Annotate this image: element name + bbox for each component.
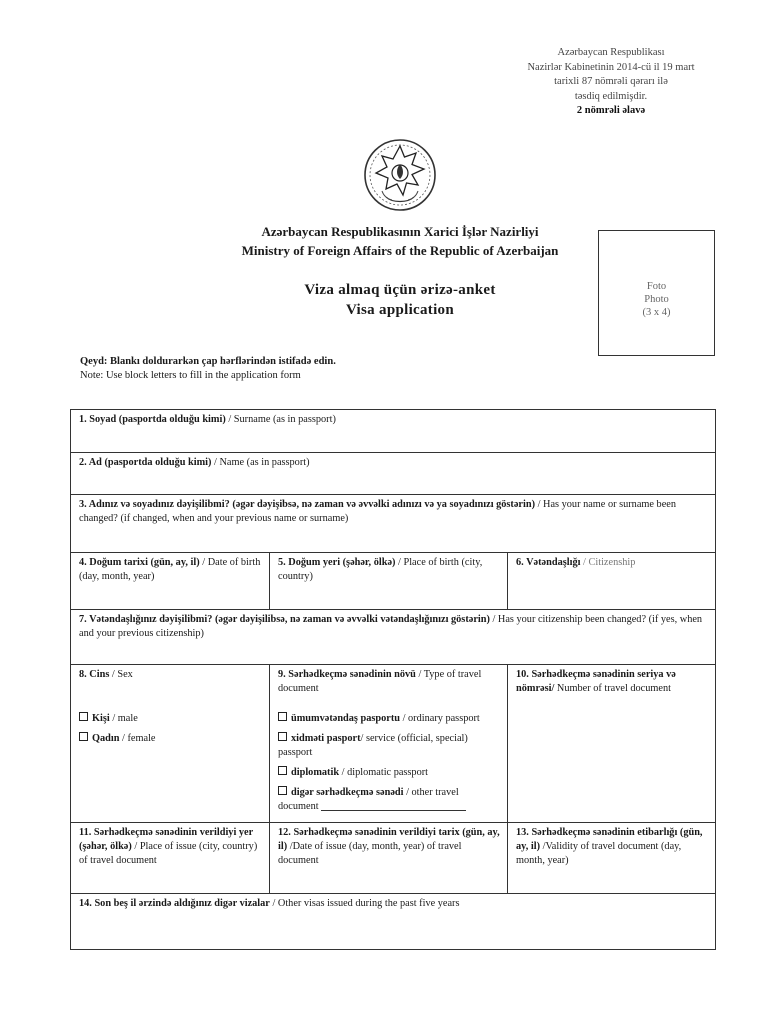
- document-type-field: [269, 665, 507, 822]
- date-of-issue-label-en: /Date of issue (day, month, year) of travel document: [278, 841, 462, 866]
- surname-label-en: / Surname (as in passport): [225, 414, 336, 425]
- document-service-label-az: xidməti pasport: [291, 733, 361, 744]
- document-number-field[interactable]: [507, 665, 715, 822]
- document-service-label-en: / service (official, special) passport: [278, 733, 468, 758]
- citizenship-label-az: 6. Vətəndaşlığı: [516, 557, 581, 568]
- date-of-birth-label-az: 4. Doğum tarixi (gün, ay, il): [79, 557, 200, 568]
- document-type-label-az: 9. Sərhədkeçmə sənədinin növü: [278, 669, 416, 680]
- name-change-label-en: / Has your name or surname been changed? (if changed, when and your previous name or surname): [79, 499, 676, 524]
- document-ordinary-label-az: ümumvətəndaş pasportu: [291, 713, 400, 724]
- citizenship-field[interactable]: [507, 553, 715, 609]
- citizenship-change-field[interactable]: [71, 610, 715, 664]
- checkbox-icon[interactable]: [278, 766, 287, 775]
- sex-option-male[interactable]: [79, 712, 269, 726]
- form-title-en: Visa application: [345, 302, 454, 318]
- document-other-label-en: / other travel document: [278, 787, 459, 812]
- document-number-label-en: Number of travel document: [554, 683, 671, 694]
- photo-size: (3 x 4): [642, 307, 671, 318]
- field-row-document: [70, 664, 716, 822]
- place-of-issue-field[interactable]: [71, 823, 269, 893]
- name-change-label-az: 3. Adınız və soyadınız dəyişilibmi? (əgər dəyişibsə, nə zaman və əvvəlki adınızı və ya soyadınızı göstərin): [79, 499, 536, 510]
- checkbox-icon[interactable]: [79, 732, 88, 741]
- form-title-az: Viza almaq üçün ərizə-anket: [304, 282, 496, 298]
- document-option-diplomatic[interactable]: [278, 766, 501, 780]
- name-field[interactable]: [71, 453, 715, 494]
- decree-line-4: təsdiq edilmişdir.: [574, 90, 648, 102]
- validity-label-az: 13. Sərhədkeçmə sənədinin etibarlığı (gün, ay, il): [516, 827, 703, 852]
- sex-field: [71, 665, 269, 822]
- place-of-issue-label-en: / Place of issue (city, country) of travel document: [79, 841, 258, 866]
- decree-line-1: Azərbaycan Respublikası: [557, 47, 665, 58]
- field-row-other-visas[interactable]: [70, 893, 716, 950]
- citizenship-label-en: / Citizenship: [580, 557, 636, 568]
- name-label-en: / Name (as in passport): [211, 457, 310, 468]
- date-of-birth-label-en: / Date of birth (day, month, year): [79, 557, 261, 582]
- document-option-other[interactable]: [278, 786, 501, 814]
- decree-note: [500, 46, 722, 119]
- document-option-ordinary[interactable]: [278, 712, 501, 726]
- other-visas-field[interactable]: [71, 894, 715, 949]
- checkbox-icon[interactable]: [278, 732, 287, 741]
- surname-field[interactable]: [71, 410, 715, 452]
- sex-female-label-az: Qadın: [92, 733, 120, 744]
- document-diplomatic-label-en: / diplomatic passport: [339, 767, 429, 778]
- decree-line-3: tarixli 87 nömrəli qərarı ilə: [554, 76, 668, 87]
- place-of-birth-field[interactable]: [269, 553, 507, 609]
- checkbox-icon[interactable]: [278, 712, 287, 721]
- date-of-birth-field[interactable]: [71, 553, 269, 609]
- surname-label-az: 1. Soyad (pasportda olduğu kimi): [79, 414, 226, 425]
- form-title: [160, 280, 640, 320]
- field-row-issue: [70, 822, 716, 893]
- validity-label-en: /Validity of travel document (day, month, year): [516, 841, 682, 866]
- note-en: Note: Use block letters to fill in the application form: [80, 370, 301, 381]
- document-type-label-en: / Type of travel document: [278, 669, 482, 694]
- sex-label-en: / Sex: [109, 669, 133, 680]
- checkbox-icon[interactable]: [278, 786, 287, 795]
- ministry-heading: [160, 222, 640, 260]
- other-visas-label-en: / Other visas issued during the past five years: [269, 898, 460, 909]
- document-other-label-az: digər sərhədkeçmə sənədi: [291, 787, 404, 798]
- photo-label-az: Foto: [646, 281, 667, 292]
- photo-label: [598, 280, 715, 319]
- validity-field[interactable]: [507, 823, 715, 893]
- name-label-az: 2. Ad (pasportda olduğu kimi): [79, 457, 212, 468]
- sex-male-label-az: Kişi: [92, 713, 110, 724]
- document-option-service[interactable]: [278, 732, 501, 760]
- ministry-name-en: Ministry of Foreign Affairs of the Republic of Azerbaijan: [241, 243, 559, 258]
- sex-female-label-en: / female: [119, 733, 156, 744]
- citizenship-change-label-en: / Has your citizenship been changed? (if yes, when and your previous citizenship): [79, 614, 703, 639]
- ministry-name-az: Azərbaycan Respublikasının Xarici İşlər Nazirliyi: [261, 224, 539, 239]
- sex-option-female[interactable]: [79, 732, 269, 746]
- field-row-name[interactable]: [70, 452, 716, 494]
- instructions-note: [80, 355, 336, 383]
- date-of-issue-field[interactable]: [269, 823, 507, 893]
- note-az: Qeyd: Blankı doldurarkən çap hərflərindən istifadə edin.: [80, 356, 336, 367]
- application-form-table: [70, 409, 716, 950]
- document-number-label-az: 10. Sərhədkeçmə sənədinin seriya və nömrəsi/: [516, 669, 676, 694]
- photo-label-en: Photo: [644, 294, 669, 305]
- field-row-surname[interactable]: [70, 409, 716, 452]
- sex-label-az: 8. Cins: [79, 669, 110, 680]
- field-row-birth: [70, 552, 716, 609]
- document-diplomatic-label-az: diplomatik: [291, 767, 340, 778]
- checkbox-icon[interactable]: [79, 712, 88, 721]
- name-change-field[interactable]: [71, 495, 715, 552]
- place-of-birth-label-en: / Place of birth (city, country): [278, 557, 483, 582]
- field-row-citizenship-change[interactable]: [70, 609, 716, 664]
- place-of-birth-label-az: 5. Doğum yeri (şəhər, ölkə): [278, 557, 396, 568]
- date-of-issue-label-az: 12. Sərhədkeçmə sənədinin verildiyi tarix (gün, ay, il): [278, 827, 500, 852]
- document-ordinary-label-en: / ordinary passport: [400, 713, 480, 724]
- decree-line-5: 2 nömrəli əlavə: [576, 105, 646, 116]
- decree-line-2: Nazirlər Kabinetinin 2014-cü il 19 mart: [527, 61, 695, 73]
- other-visas-label-az: 14. Son beş il ərzində aldığınız digər vizalar: [79, 898, 270, 909]
- sex-male-label-en: / male: [109, 713, 138, 724]
- field-row-name-change[interactable]: [70, 494, 716, 552]
- other-document-input-line[interactable]: [321, 810, 466, 811]
- azerbaijan-coat-of-arms-icon: [362, 137, 438, 213]
- place-of-issue-label-az: 11. Sərhədkeçmə sənədinin verildiyi yer (şəhər, ölkə): [79, 827, 253, 852]
- citizenship-change-label-az: 7. Vətəndaşlığınız dəyişilibmi? (əgər dəyişilibsə, nə zaman və əvvəlki vətəndaşlığınızı göstərin): [79, 614, 490, 625]
